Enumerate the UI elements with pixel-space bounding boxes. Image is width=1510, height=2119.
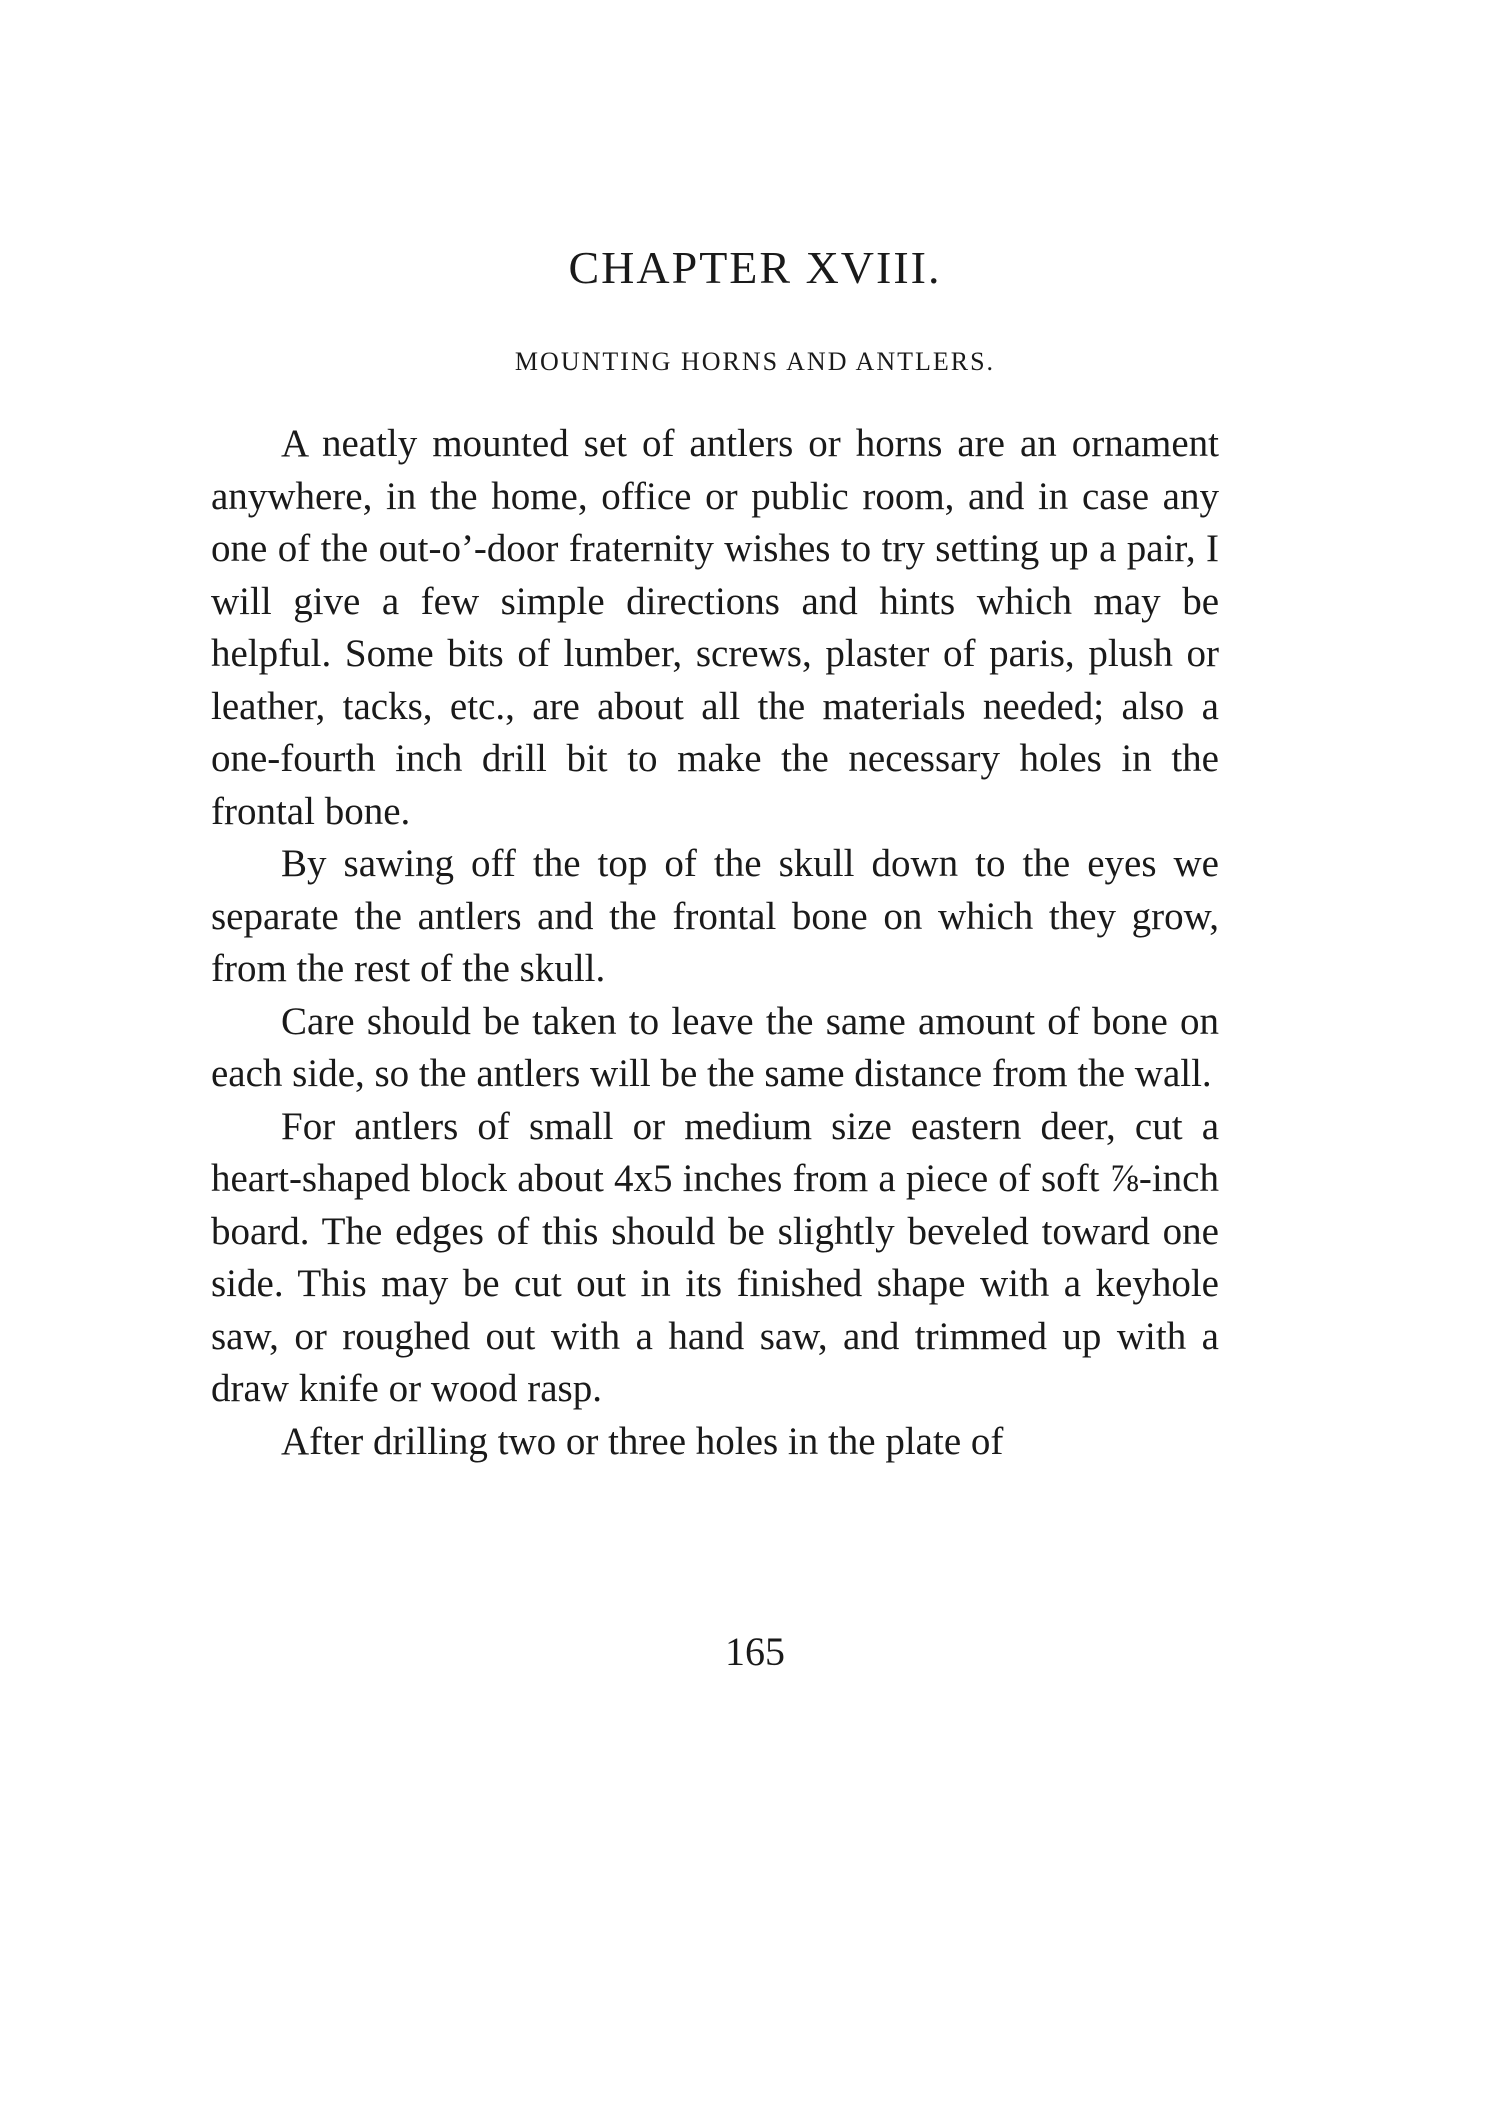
page-number: 165 xyxy=(725,1629,785,1674)
paragraph: A neatly mounted set of antlers or horns are an ornament anywhere, in the home, office or public room, and in case any one of the out-o’-door fraternity wishes to try setting up a pair, I will give a few simple directions and hints which may be helpful. Some bits of lumber, screws, plaster of paris, plush or leather, tacks, etc., are about all the materials needed; also a one-fourth inch drill bit to make the necessary holes in the frontal bone. xyxy=(211,422,1219,833)
chapter-subtitle: MOUNTING HORNS AND ANTLERS. xyxy=(514,347,996,376)
paragraph: Care should be taken to leave the same amount of bone on each side, so the antlers will be the same distance from the wall. xyxy=(211,999,1219,1095)
paragraph-continued: After drilling two or three holes in the plate of xyxy=(281,1419,1004,1463)
paragraph: For antlers of small or medium size eastern deer, cut a heart-shaped block about 4x5 inches from a piece of soft ⅞-inch board. The edges of this should be slightly beveled toward one side. This may be cut out in its finished shape with a keyhole saw, or roughed out with a hand saw, and trimmed up with a draw knife or wood rasp. xyxy=(211,1104,1219,1410)
chapter-title: CHAPTER XVIII. xyxy=(568,242,942,293)
paragraph: By sawing off the top of the skull down to the eyes we separate the antlers and the frontal bone on which they grow, from the rest of the skull. xyxy=(211,842,1219,990)
body-text xyxy=(211,418,1219,1468)
